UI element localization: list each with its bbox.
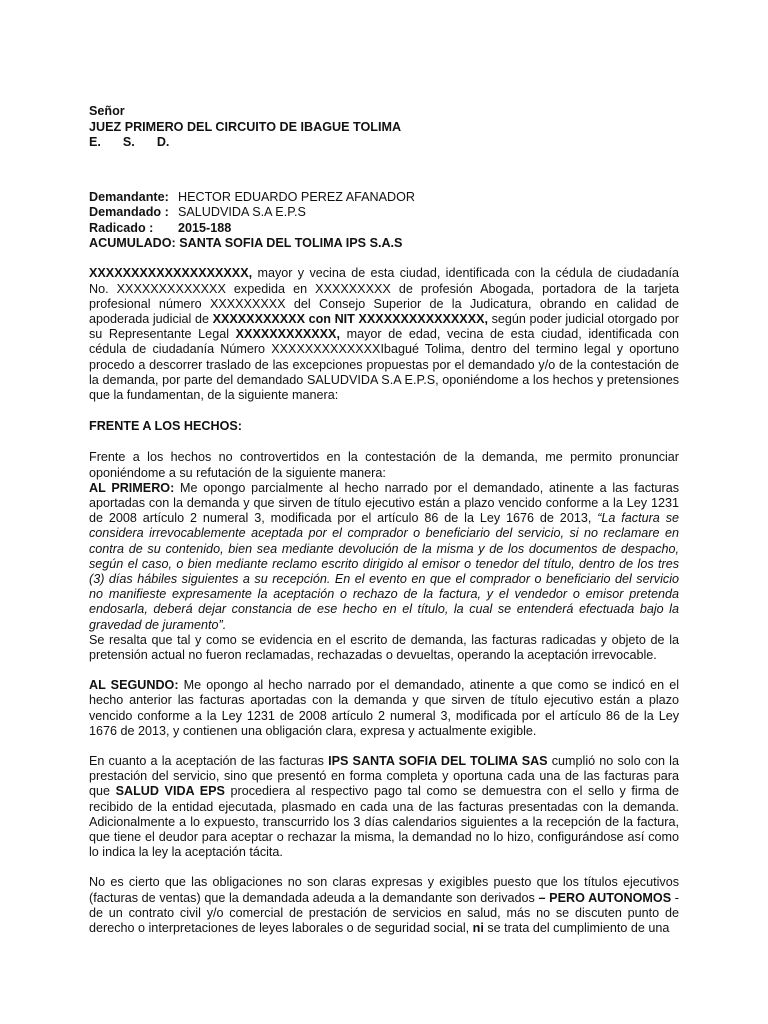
segundo-text: Me opongo al hecho narrado por el demandado, atinente a que como se indicó en el hecho anterior las facturas aportadas con la demanda y que sirven de título ejecutivo están a plazo vencido conforme a la Ley 1231 de 2008 artículo 2 numeral 3, modificada por el artículo 86 de la Ley 1676 de 2013, y contienen una obligación clara, expresa y actualmente exigible. xyxy=(89,678,679,738)
ips-name: IPS SANTA SOFIA DEL TOLIMA SAS xyxy=(328,754,548,769)
demandado-row xyxy=(89,205,679,220)
demandado-value: SALUDVIDA S.A E.P.S xyxy=(178,205,306,220)
obligaciones-paragraph xyxy=(89,875,679,936)
aceptacion-text-1: En cuanto a la aceptación de las facturas xyxy=(89,754,329,769)
intro-text-1: mayor y vecina de esta ciudad, identificada con la cédula de ciudadanía No. XXXXXXXXXXXXX expedida en XXXXXXXXX de profesión Abogada, portadora de la tarjeta profesional número XXXXXXXXX del Consejo Superior de la Judicatura, obrando en calidad de apoderada judicial de xyxy=(89,266,679,326)
acumulado-label: ACUMULADO: xyxy=(89,235,176,250)
document-body xyxy=(89,104,679,936)
pero-autonomos: – PERO AUTONOMOS xyxy=(538,890,672,905)
ni-emphasis: ni xyxy=(472,921,484,936)
addressee-block xyxy=(89,104,679,151)
radicado-value: 2015-188 xyxy=(178,220,232,235)
demandado-label: Demandado : xyxy=(89,205,169,220)
spacer xyxy=(89,739,679,754)
spacer xyxy=(89,663,679,678)
legal-representative: XXXXXXXXXXXX, xyxy=(235,327,340,342)
judge-title: JUEZ PRIMERO DEL CIRCUITO DE IBAGUE TOLIMA xyxy=(89,119,402,134)
intro-text-2: según poder judicial otorgado por su Representante Legal xyxy=(89,311,680,342)
obligaciones-text-2: - de un contrato civil y/o comercial de prestación de servicios en salud, más no se discuten punto de derecho o interpretaciones de leyes laborales o de seguridad social, xyxy=(89,890,679,936)
case-metadata xyxy=(89,190,679,252)
aceptacion-paragraph xyxy=(89,754,679,860)
acumulado-value: SANTA SOFIA DEL TOLIMA IPS S.A.S xyxy=(179,235,403,250)
segundo-label: AL SEGUNDO: xyxy=(89,678,179,693)
esd-s: S. xyxy=(122,135,135,150)
radicado-row xyxy=(89,221,679,236)
eps-name: SALUD VIDA EPS xyxy=(115,784,225,799)
section-heading-hechos: FRENTE A LOS HECHOS: xyxy=(89,419,242,434)
aceptacion-text-2: cumplió no solo con la prestación del servicio, sino que presentó en forma completa y oportuna cada una de las facturas para que xyxy=(89,754,679,799)
salutation: Señor xyxy=(89,104,125,118)
esd-line xyxy=(89,135,679,151)
aceptacion-text-3: procediera al respectivo pago tal como se demuestra con el sello y firma de recibido de la entidad ejecutada, plasmado en cada una de las facturas presentadas con la demanda. Adicionalmente a lo expuesto, transcurrido los 3 días calendarios siguientes a la recepción de la factura, que tiene el deudor para aceptar o rechazar la misma, la demandad no lo hizo, configurándose así como lo indica la ley la aceptación tácita. xyxy=(89,784,679,860)
spacer xyxy=(89,251,679,266)
radicado-label: Radicado : xyxy=(89,220,154,235)
esd-e: E. xyxy=(89,135,101,150)
esd-d: D. xyxy=(156,135,170,150)
intro-paragraph xyxy=(89,266,679,403)
attorney-name: XXXXXXXXXXXXXXXXXXX, xyxy=(89,266,253,281)
obligaciones-text-3: se trata del cumplimiento de una xyxy=(483,921,670,936)
spacer xyxy=(89,860,679,875)
law-quote: “La factura se considera irrevocablemente aceptada por el comprador o beneficiario del servicio, si no reclamare en contra de su contenido, bien sea mediante devolución de la misma y de los documentos de despacho, según el caso, o bien mediante reclamo escrito dirigido al emisor o tenedor del título, dentro de los tres (3) días hábiles siguientes a su recepción. En el evento en que el comprador o beneficiario del servicio no manifieste expresamente la aceptación o rechazo de la factura, y el vendedor o emisor pretenda endosarla, deberá dejar constancia de ese hecho en el título, la cual se entenderá efectuada bajo la gravedad de juramento”. xyxy=(89,511,679,632)
demandante-label: Demandante: xyxy=(89,189,169,204)
primero-text: Me opongo parcialmente al hecho narrado por el demandado, atinente a las facturas aportadas con la demanda y que sirven de título ejecutivo están a plazo vencido conforme a la Ley 1231 de 2008 artículo 2 numeral 3, modificada por el artículo 86 de la Ley 1676 de 2013, xyxy=(89,480,680,526)
primero-label: AL PRIMERO: xyxy=(89,480,175,495)
primero-followup-paragraph: Se resalta que tal y como se evidencia en el escrito de demanda, las facturas radicadas y objeto de la pretensión actual no fueron reclamadas, rechazadas o devueltas, operando la aceptación irrevocable. xyxy=(89,632,679,663)
intro-text-3: mayor de edad, vecina de esta ciudad, identificada con cédula de ciudadanía Número XXXXXXXXXXXXXIbagué Tolima, dentro del termino legal y oportuno procedo a descorrer traslado de las excepciones propuestas por el demandado y/o de la contestación de la demanda, por parte del demandado SALUDVIDA S.A E.P.S, oponiéndome a los hechos y pretensiones que la fundamentan, de la siguiente manera: xyxy=(89,327,679,402)
obligaciones-text-1: No es cierto que las obligaciones no son claras expresas y exigibles puesto que los títulos ejecutivos (facturas de ventas) que la demandada adeuda a la demandante son derivados xyxy=(89,875,679,905)
demandante-value: HECTOR EDUARDO PEREZ AFANADOR xyxy=(178,189,415,204)
segundo-paragraph xyxy=(89,678,679,739)
primero-paragraph xyxy=(89,481,679,633)
acumulado-row xyxy=(89,236,679,251)
hechos-intro-paragraph: Frente a los hechos no controvertidos en la contestación de la demanda, me permito pronunciar oponiéndome a su refutación de la siguiente manera: xyxy=(89,450,679,480)
client-company: XXXXXXXXXXX con NIT XXXXXXXXXXXXXXX, xyxy=(212,311,488,326)
demandante-row xyxy=(89,190,679,205)
